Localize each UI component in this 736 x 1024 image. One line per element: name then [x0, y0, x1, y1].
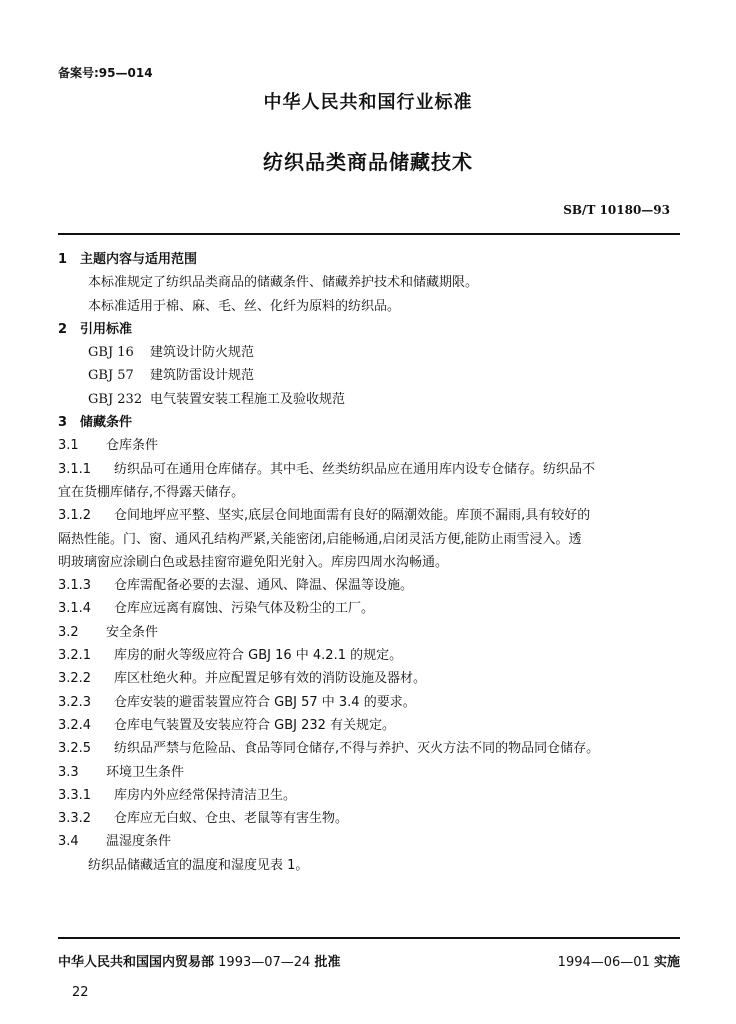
- paragraph: 本标准适用于棉、麻、毛、丝、化纤为原料的纺织品。: [88, 298, 401, 314]
- section-title: 储藏条件: [80, 415, 133, 431]
- reference-item: [58, 364, 680, 387]
- clause-number: 3.1.4: [58, 601, 92, 617]
- subsection-heading: [58, 761, 680, 784]
- clause: [58, 597, 680, 620]
- clause-continuation: 明玻璃窗应涂刷白色或悬挂窗帘避免阳光射入。库房四周水沟畅通。: [58, 554, 449, 570]
- approval-date: 1993—07—24: [218, 955, 311, 970]
- clause-number: 3.2.2: [58, 671, 92, 687]
- subsection-number: 3.2: [58, 624, 79, 640]
- reference-name: 电气装置安装工程施工及验收规范: [150, 391, 346, 407]
- footer-rule: [58, 937, 680, 939]
- section-heading-3: [58, 411, 680, 434]
- clause-text: 库房的耐火等级应符合 GBJ 16 中 4.2.1 的规定。: [114, 648, 403, 664]
- reference-name: 建筑设计防火规范: [150, 345, 255, 361]
- section-title: 主题内容与适用范围: [80, 252, 198, 267]
- clause-number: 3.3.1: [58, 787, 92, 803]
- clause: [58, 714, 680, 737]
- paragraph: 本标准规定了纺织品类商品的储藏条件、储藏养护技术和储藏期限。: [88, 275, 479, 291]
- page-number: 22: [72, 985, 89, 1000]
- implementation-date: 1994—06—01: [557, 955, 650, 970]
- clause-text: 库房内外应经常保持清洁卫生。: [114, 787, 297, 803]
- clause: [58, 644, 680, 667]
- clause-text: 纺织品严禁与危险品、食品等同仓储存,不得与养护、灭火方法不同的物品同仓储存。: [114, 741, 600, 757]
- subsection-heading: [58, 434, 680, 457]
- clause-text: 仓间地坪应平整、坚实,底层仓间地面需有良好的隔潮效能。库顶不漏雨,具有较好的: [114, 508, 591, 524]
- clause-number: 3.3.2: [58, 811, 92, 827]
- implementation-word: 实施: [653, 955, 680, 970]
- filing-number: 备案号:95—014: [58, 66, 153, 80]
- clause-number: 3.1.3: [58, 578, 92, 594]
- subsection-title: 温湿度条件: [106, 834, 172, 850]
- clause-text: 仓库应无白蚁、仓虫、老鼠等有害生物。: [114, 811, 349, 827]
- implementation-line: [558, 951, 680, 970]
- subsection-title: 仓库条件: [106, 438, 159, 454]
- clause: [58, 737, 680, 760]
- subsection-number: 3.3: [58, 764, 79, 780]
- approver: 中华人民共和国国内贸易部: [58, 955, 215, 970]
- clause: [58, 504, 680, 527]
- clause-number: 3.1.1: [58, 461, 92, 477]
- section-heading-2: [58, 318, 680, 341]
- section-number: 3: [58, 415, 68, 431]
- reference-code: GBJ 16: [88, 345, 134, 361]
- approval-line: [58, 951, 340, 970]
- reference-code: GBJ 232: [88, 391, 143, 407]
- standard-number: SB/T 10180—93: [563, 203, 670, 217]
- section-title: 引用标准: [80, 321, 133, 337]
- clause: [58, 667, 680, 690]
- document-title: 纺织品类商品储藏技术: [263, 150, 473, 174]
- clause-continuation: 隔热性能。门、窗、通风孔结构严紧,关能密闭,启能畅通,启闭灵活方便,能防止雨雪浸入。透: [58, 531, 582, 547]
- issuing-org-title: 中华人民共和国行业标准: [263, 92, 473, 113]
- reference-item: [58, 388, 680, 411]
- section-heading-1: [58, 248, 680, 271]
- clause-text: 仓库电气装置及安装应符合 GBJ 232 有关规定。: [114, 717, 396, 733]
- subsection-title: 环境卫生条件: [106, 764, 185, 780]
- reference-name: 建筑防雷设计规范: [150, 368, 255, 384]
- subsection-heading: [58, 830, 680, 853]
- header-rule: [58, 233, 680, 235]
- approval-word: 批准: [314, 955, 341, 970]
- clause-number: 3.2.5: [58, 741, 92, 757]
- clause-text: 库区杜绝火种。并应配置足够有效的消防设施及器材。: [114, 671, 427, 687]
- clause-continuation: 宜在货棚库储存,不得露天储存。: [58, 484, 245, 500]
- clause-text: 仓库需配备必要的去湿、通风、降温、保温等设施。: [114, 578, 414, 594]
- subsection-number: 3.1: [58, 438, 79, 454]
- subsection-number: 3.4: [58, 834, 79, 850]
- clause: [58, 458, 680, 481]
- clause: [58, 691, 680, 714]
- reference-item: [58, 341, 680, 364]
- clause: [58, 574, 680, 597]
- clause-text: 仓库应远离有腐蚀、污染气体及粉尘的工厂。: [114, 601, 375, 617]
- clause: [58, 784, 680, 807]
- subsection-title: 安全条件: [106, 624, 159, 640]
- clause-number: 3.1.2: [58, 508, 92, 524]
- document-body: [58, 248, 680, 877]
- clause-text: 仓库安装的避雷装置应符合 GBJ 57 中 3.4 的要求。: [114, 694, 416, 710]
- clause-number: 3.2.4: [58, 717, 92, 733]
- clause-number: 3.2.1: [58, 648, 92, 664]
- section-number: 1: [58, 252, 68, 267]
- clause-text: 纺织品可在通用仓库储存。其中毛、丝类纺织品应在通用库内设专仓储存。纺织品不: [114, 461, 596, 477]
- subsection-heading: [58, 621, 680, 644]
- paragraph: 纺织品储藏适宜的温度和湿度见表 1。: [88, 857, 309, 873]
- clause: [58, 807, 680, 830]
- section-number: 2: [58, 321, 68, 337]
- reference-code: GBJ 57: [88, 368, 134, 384]
- clause-number: 3.2.3: [58, 694, 92, 710]
